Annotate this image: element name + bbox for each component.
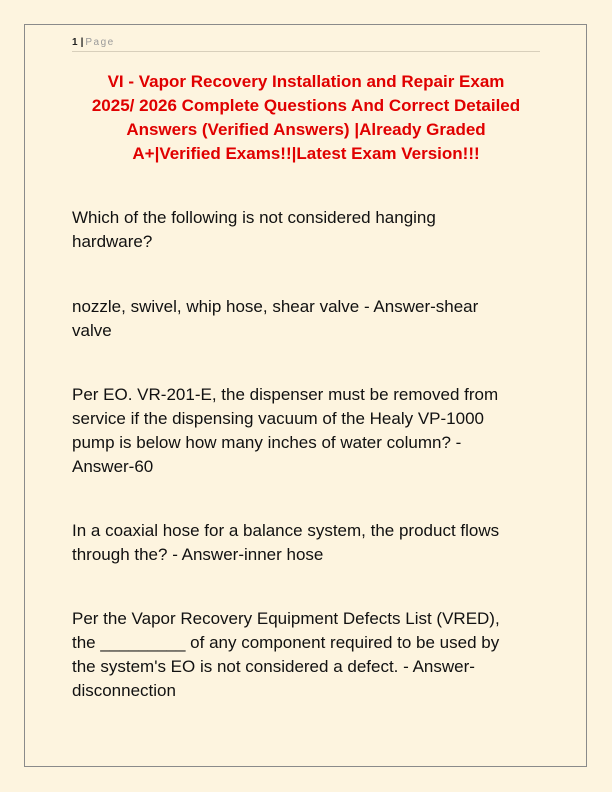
text-line: hardware?	[72, 232, 153, 251]
question-block	[72, 206, 542, 254]
page-number: 1	[72, 37, 78, 48]
qa-block	[72, 607, 542, 703]
text-line: through the? - Answer-inner hose	[72, 545, 324, 564]
title-line: A+|Verified Exams!!|Latest Exam Version!!!	[132, 144, 480, 163]
text-line: pump is below how many inches of water column? -	[72, 433, 462, 452]
text-line: Per the Vapor Recovery Equipment Defects List (VRED),	[72, 609, 500, 628]
title-line: Answers (Verified Answers) |Already Graded	[126, 120, 486, 139]
text-line: the system's EO is not considered a defect. - Answer-	[72, 657, 475, 676]
text-line: disconnection	[72, 681, 176, 700]
title-line: VI - Vapor Recovery Installation and Repair Exam	[107, 72, 505, 91]
answer-block	[72, 295, 542, 343]
text-line: Answer-60	[72, 457, 154, 476]
text-line: the _________ of any component required to be used by	[72, 633, 500, 652]
text-line: Which of the following is not considered hanging	[72, 208, 436, 227]
document-title	[60, 70, 552, 166]
text-line: nozzle, swivel, whip hose, shear valve - Answer-shear	[72, 297, 479, 316]
page-header	[72, 37, 540, 52]
qa-block	[72, 519, 542, 567]
text-line: Per EO. VR-201-E, the dispenser must be removed from	[72, 385, 499, 404]
text-line: service if the dispensing vacuum of the Healy VP-1000	[72, 409, 485, 428]
text-line: valve	[72, 321, 112, 340]
qa-block	[72, 383, 542, 479]
title-line: 2025/ 2026 Complete Questions And Correct Detailed	[91, 96, 521, 115]
page-number-separator: |	[80, 37, 84, 48]
page-label: Page	[85, 37, 115, 48]
text-line: In a coaxial hose for a balance system, the product flows	[72, 521, 500, 540]
